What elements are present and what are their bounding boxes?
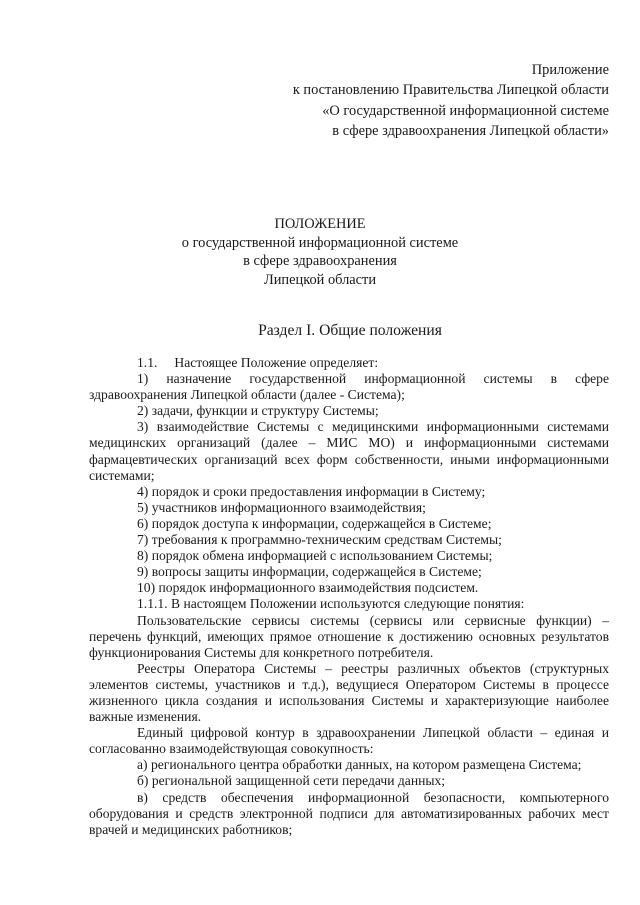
paragraph: а) регионального центра обработки данных, на котором размещена Система;: [137, 757, 582, 773]
document-title: [0, 215, 640, 289]
paragraph: 6) порядок доступа к информации, содержащейся в Системе;: [137, 515, 492, 531]
paragraph: 4) порядок и сроки предоставления информации в Систему;: [137, 483, 486, 499]
title-line: Липецкой области: [263, 271, 377, 288]
paragraph: Пользовательские сервисы системы (сервисы или сервисные функции) – перечень функций, имеющих прямое отношение к достижению основных результатов функционирования Системы для конкретного потребителя.: [89, 612, 609, 660]
paragraph: 3) взаимодействие Системы с медицинскими информационными системами медицинских организаций (далее – МИС МО) и информационными системами фармацевтических организаций всех форм собственности, иными информационными системами;: [89, 419, 609, 483]
paragraph: 8) порядок обмена информацией с использованием Системы;: [137, 548, 493, 564]
appendix-line: к постановлению Правительства Липецкой области: [292, 82, 609, 99]
paragraph: в) средств обеспечения информационной безопасности, компьютерного оборудования и средств электронной подписи для автоматизированных рабочих мест врачей и медицинских работников;: [89, 789, 609, 837]
document-body: [89, 355, 609, 838]
paragraph: Единый цифровой контур в здравоохранении Липецкой области – единая и согласованно взаимодействующая совокупность:: [89, 725, 609, 757]
paragraph: б) региональной защищенной сети передачи данных;: [137, 773, 446, 789]
title-line: ПОЛОЖЕНИЕ: [274, 216, 366, 232]
paragraph: 2) задачи, функции и структуру Системы;: [137, 403, 379, 419]
paragraph: 7) требования к программно-техническим средствам Системы;: [137, 532, 502, 548]
paragraph: Реестры Оператора Системы – реестры различных объектов (структурных элементов системы, участников и т.д.), ведущиеся Оператором Системы в процессе жизненного цикла создания и использования Системы и характеризующие наиболее важные изменения.: [89, 660, 609, 725]
paragraph: 1.1. Настоящее Положение определяет:: [137, 355, 379, 370]
appendix-line: «О государственной информационной системе: [322, 102, 609, 119]
paragraph: 1.1.1. В настоящем Положении используются следующие понятия:: [137, 596, 525, 612]
title-line: о государственной информационной системе: [181, 234, 459, 251]
section-heading: Раздел I. Общие положения: [258, 322, 442, 339]
paragraph: 5) участников информационного взаимодействия;: [137, 499, 426, 515]
paragraph: 9) вопросы защиты информации, содержащейся в Системе;: [137, 564, 482, 580]
appendix-header: [293, 60, 609, 142]
appendix-line: Приложение: [531, 62, 609, 78]
title-line: в сфере здравоохранения: [243, 253, 397, 269]
paragraph: 1) назначение государственной информационной системы в сфере здравоохранения Липецкой области (далее - Система);: [89, 371, 609, 403]
appendix-line: в сфере здравоохранения Липецкой области»: [332, 123, 609, 140]
paragraph: 10) порядок информационного взаимодействия подсистем.: [137, 580, 479, 596]
